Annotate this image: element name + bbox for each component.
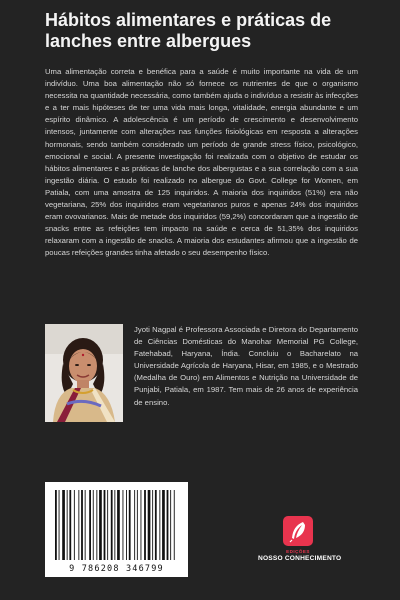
publisher-name: NOSSO CONHECIMENTO — [258, 555, 342, 562]
isbn-barcode — [45, 482, 188, 577]
author-bio: Jyoti Nagpal é Professora Associada e Diretora do Departamento de Ciências Domésticas do Manohar Memorial PG College, Fatehabad, Haryana, Índia. Concluiu o Bacharelato na Universidade Agrícola de Haryana, Hisar, em 1985, e o Mestrado (Medalha de Ouro) em Alimentos e Nutrição na Universidade de Punjabi, Patiala, em 1987. Tem mais de 26 anos de experiência de ensino. — [134, 325, 358, 407]
isbn-number: 9 786208 346799 — [69, 564, 164, 574]
barcode-bars — [45, 482, 188, 577]
feather-icon — [283, 516, 313, 546]
publisher-label: EDIÇÕES — [286, 549, 310, 554]
publisher-logo — [258, 516, 342, 562]
book-description: Uma alimentação correta e benéfica para a saúde é muito importante na vida de um indivíduo. Uma boa alimentação não só fornece os nutrientes de que o organismo necessita na quantidade necessária, como também ajuda o indivíduo a resistir às infecções e a ter mais hipóteses de ter uma vida mais longa, vitalidade, energia abundante e um espírito dinâmico. A adolescência é um período de crescimento e desenvolvimento intensos, juntamente com alterações nas funções fisiológicas em resposta a alterações hormonais, sendo também considerado um período de grande stress físico, psicológico, emocional e social. A presente investigação foi realizada com o objetivo de estudar os hábitos alimentares e as práticas de lanche dos albergustas e a sua correlação com a sua ingestão diária. O estudo foi realizado no albergue do Govt. College for Women, em Patiala, com uma amostra de 125 inquiridos. A maioria dos inquiridos (51%) era não vegetariana, 25% dos inquiridos eram vegetarianos puros e apenas 24% dos inquiridos eram ovovarianos. Mais de metade dos inquiridos (59,2%) concordaram que a ingestão de snacks entre as refeições tem impacto na saúde e cerca de 51,35% dos inquiridos relaxaram com a ingestão de snacks. A maioria dos estudantes afirmou que a ingestão de poucas refeições grandes tinha afetado o seu desempenho físico. — [45, 67, 358, 258]
book-title: Hábitos alimentares e práticas de lanches entre albergues — [45, 10, 332, 51]
author-photo — [45, 324, 123, 422]
